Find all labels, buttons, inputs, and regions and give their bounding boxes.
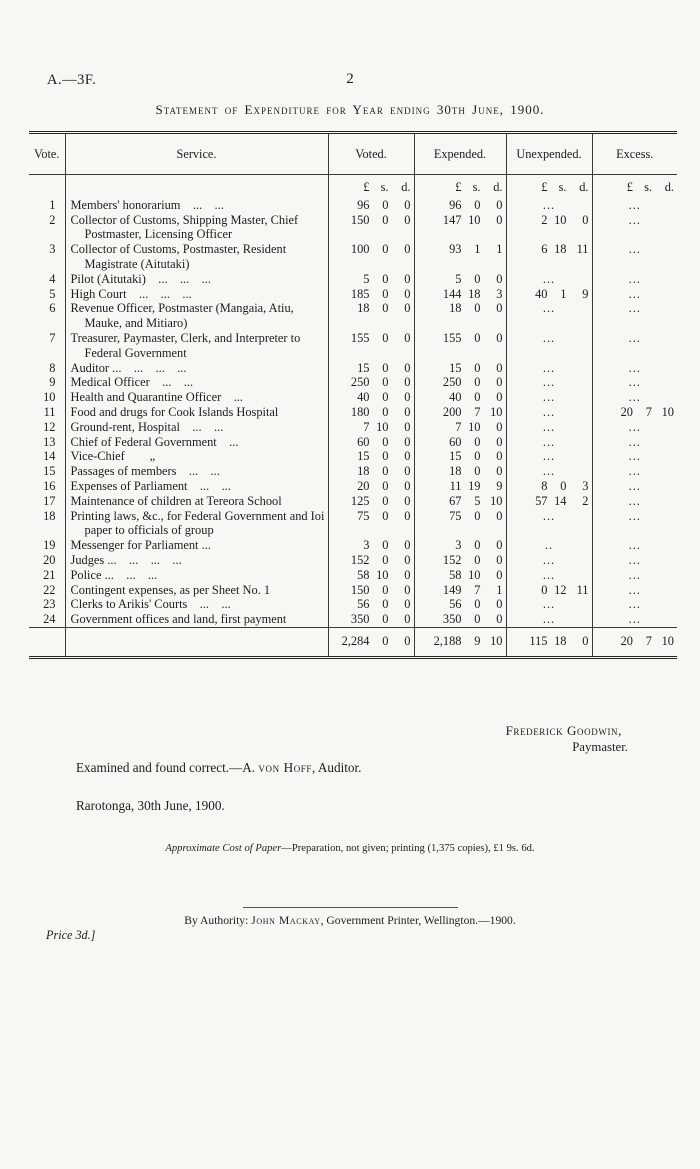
table-row (29, 272, 677, 287)
unexpended-cell: ... (506, 361, 592, 376)
table-row (29, 287, 677, 302)
table-header-row (29, 133, 677, 175)
vote-cell (29, 175, 65, 198)
vote-cell: 8 (49, 360, 56, 375)
excess-cell: ... (592, 464, 677, 479)
vote-cell: 7 (49, 330, 56, 345)
unexpended-cell: ... (506, 612, 592, 627)
vote-cell: 3 (49, 242, 56, 257)
excess-currency-header: £ s. d. (592, 175, 677, 198)
vote-cell: 4 (49, 271, 56, 286)
unexpended-cell: 2 10 0 (506, 213, 592, 243)
page-title: Statement of Expenditure for Year ending 30th June, 1900. (155, 102, 545, 117)
vote-cell: 19 (43, 538, 56, 553)
document-reference: A.—3F. (47, 72, 97, 88)
table-row (29, 509, 677, 539)
excess-cell: ... (592, 390, 677, 405)
unexpended-cell: ... (506, 509, 592, 539)
voted-cell: 40 0 0 (328, 390, 414, 405)
service-cell: High Court ... ... ... (65, 287, 328, 302)
vote-cell (29, 627, 65, 657)
service-cell: Government offices and land, first payment (65, 612, 328, 627)
service-cell: Chief of Federal Government ... (65, 435, 328, 450)
unexpended-cell: 57 14 2 (506, 494, 592, 509)
unexpended-cell: ... (506, 435, 592, 450)
voted-cell: 18 0 0 (328, 301, 414, 331)
signature-name: Frederick Goodwin, (505, 723, 622, 738)
unexpended-cell: ... (506, 198, 592, 213)
voted-cell: 100 0 0 (328, 242, 414, 272)
imprint-suffix: , Government Printer, Wellington.—1900. (320, 914, 516, 927)
voted-cell: 5 0 0 (328, 272, 414, 287)
vote-cell: 6 (49, 301, 56, 316)
excess-cell: ... (592, 361, 677, 376)
expended-cell: 75 0 0 (414, 509, 506, 539)
voted-cell: 3 0 0 (328, 538, 414, 553)
table-row (29, 479, 677, 494)
vote-cell: 11 (43, 404, 56, 419)
service-cell: Passages of members ... ... (65, 464, 328, 479)
vote-cell: 24 (43, 612, 56, 627)
service-cell: Printing laws, &c., for Federal Government and Ioi paper to officials of group (65, 509, 328, 539)
table-row (29, 568, 677, 583)
vote-cell: 14 (43, 449, 56, 464)
service-cell: Members' honorarium ... ... (65, 198, 328, 213)
expenditure-table (29, 131, 677, 659)
unexpended-cell: .. (506, 538, 592, 553)
vote-cell: 13 (43, 434, 56, 449)
service-cell (65, 175, 328, 198)
excess-cell: ... (592, 494, 677, 509)
service-cell: Police ... ... ... (65, 568, 328, 583)
excess-cell: ... (592, 287, 677, 302)
unexpended-cell: ... (506, 375, 592, 390)
table-row (29, 331, 677, 361)
table-row (29, 375, 677, 390)
table-row (29, 494, 677, 509)
expended-cell: 18 0 0 (414, 464, 506, 479)
excess-cell: ... (592, 553, 677, 568)
currency-header-row (29, 175, 677, 198)
expended-cell: 3 0 0 (414, 538, 506, 553)
excess-cell: ... (592, 509, 677, 539)
service-cell: Medical Officer ... ... (65, 375, 328, 390)
excess-cell: ... (592, 198, 677, 213)
footer-divider (243, 907, 458, 908)
excess-cell: ... (592, 375, 677, 390)
voted-cell: 185 0 0 (328, 287, 414, 302)
excess-cell: ... (592, 597, 677, 612)
voted-cell: 155 0 0 (328, 331, 414, 361)
table-row (29, 405, 677, 420)
service-cell: Judges ... ... ... ... (65, 553, 328, 568)
table-row (29, 198, 677, 213)
cost-note-text: —Preparation, not given; printing (1,375 copies), £1 9s. 6d. (281, 843, 535, 854)
vote-cell: 1 (49, 197, 56, 212)
audit-prefix: Examined and found correct.—A. (76, 760, 259, 775)
table-row (29, 301, 677, 331)
vote-cell: 21 (43, 567, 56, 582)
total-voted-cell: 2,284 0 0 (328, 627, 414, 657)
page-number: 2 (346, 71, 354, 87)
voted-cell: 15 0 0 (328, 449, 414, 464)
table-row (29, 449, 677, 464)
service-cell: Health and Quarantine Officer ... (65, 390, 328, 405)
expended-cell: 15 0 0 (414, 449, 506, 464)
excess-cell: ... (592, 435, 677, 450)
price-note: Price 3d.] (46, 928, 96, 942)
vote-cell: 12 (43, 419, 56, 434)
printer-imprint (0, 914, 700, 927)
expenditure-table-wrap (29, 131, 677, 659)
unexpended-cell: ... (506, 420, 592, 435)
total-unexpended-cell: 115 18 0 (506, 627, 592, 657)
cost-of-paper-note (0, 843, 700, 854)
expended-cell: 144 18 3 (414, 287, 506, 302)
audit-suffix: , Auditor. (312, 760, 362, 775)
unexpended-cell: 6 18 11 (506, 242, 592, 272)
service-cell: Auditor ... ... ... ... (65, 361, 328, 376)
excess-cell: ... (592, 213, 677, 243)
cost-note-label: Approximate Cost of Paper (165, 843, 282, 854)
unexpended-cell: ... (506, 331, 592, 361)
expended-cell: 56 0 0 (414, 597, 506, 612)
voted-cell: 150 0 0 (328, 583, 414, 598)
vote-cell: 5 (49, 286, 56, 301)
expended-cell: 67 5 10 (414, 494, 506, 509)
expenditure-table-body (29, 175, 677, 658)
expended-cell: 350 0 0 (414, 612, 506, 627)
vote-cell: 16 (43, 478, 56, 493)
printer-name: John Mackay (251, 914, 321, 927)
column-header-service: Service. (65, 133, 328, 175)
expended-cell: 7 10 0 (414, 420, 506, 435)
service-cell: Revenue Officer, Postmaster (Mangaia, Atiu, Mauke, and Mitiaro) (65, 301, 328, 331)
dateline: Rarotonga, 30th June, 1900. (76, 798, 225, 813)
expended-cell: 11 19 9 (414, 479, 506, 494)
voted-cell: 56 0 0 (328, 597, 414, 612)
service-cell: Expenses of Parliament ... ... (65, 479, 328, 494)
expended-cell: 60 0 0 (414, 435, 506, 450)
unexpended-cell: ... (506, 405, 592, 420)
table-row (29, 597, 677, 612)
auditor-name: von Hoff (258, 760, 313, 775)
expended-cell: 149 7 1 (414, 583, 506, 598)
column-header-voted: Voted. (328, 133, 414, 175)
service-cell: Collector of Customs, Postmaster, Resident Magistrate (Aitutaki) (65, 242, 328, 272)
table-row (29, 538, 677, 553)
service-cell: Collector of Customs, Shipping Master, Chief Postmaster, Licensing Officer (65, 213, 328, 243)
table-row (29, 435, 677, 450)
expended-cell: 40 0 0 (414, 390, 506, 405)
excess-cell: ... (592, 449, 677, 464)
excess-cell: ... (592, 568, 677, 583)
vote-cell: 23 (43, 597, 56, 612)
unexpended-cell: 40 1 9 (506, 287, 592, 302)
unexpended-cell: 8 0 3 (506, 479, 592, 494)
voted-cell: 20 0 0 (328, 479, 414, 494)
service-cell: Clerks to Arikis' Courts ... ... (65, 597, 328, 612)
table-row (29, 553, 677, 568)
vote-cell: 10 (43, 390, 56, 405)
vote-cell: 9 (49, 375, 56, 390)
voted-cell: 152 0 0 (328, 553, 414, 568)
service-cell: Maintenance of children at Tereora School (65, 494, 328, 509)
table-row (29, 420, 677, 435)
service-cell: Treasurer, Paymaster, Clerk, and Interpreter to Federal Government (65, 331, 328, 361)
excess-cell: ... (592, 301, 677, 331)
unexpended-cell: ... (506, 464, 592, 479)
unexpended-cell: ... (506, 553, 592, 568)
vote-cell: 18 (43, 508, 56, 523)
service-cell: Contingent expenses, as per Sheet No. 1 (65, 583, 328, 598)
signature-role: Paymaster. (572, 740, 628, 754)
service-cell: Vice-Chief „ (65, 449, 328, 464)
unexpended-cell: ... (506, 449, 592, 464)
voted-cell: 58 10 0 (328, 568, 414, 583)
unexpended-currency-header: £ s. d. (506, 175, 592, 198)
vote-cell: 2 (49, 212, 56, 227)
excess-cell: ... (592, 272, 677, 287)
audit-statement (76, 760, 361, 776)
expended-cell: 152 0 0 (414, 553, 506, 568)
voted-cell: 250 0 0 (328, 375, 414, 390)
service-cell: Food and drugs for Cook Islands Hospital (65, 405, 328, 420)
service-cell: Ground-rent, Hospital ... ... (65, 420, 328, 435)
table-row (29, 583, 677, 598)
vote-cell: 17 (43, 493, 56, 508)
vote-cell: 20 (43, 552, 56, 567)
table-row (29, 390, 677, 405)
column-header-excess: Excess. (592, 133, 677, 175)
expended-cell: 58 10 0 (414, 568, 506, 583)
expended-cell: 5 0 0 (414, 272, 506, 287)
unexpended-cell: ... (506, 568, 592, 583)
voted-cell: 18 0 0 (328, 464, 414, 479)
column-header-unexpended: Unexpended. (506, 133, 592, 175)
expended-cell: 15 0 0 (414, 361, 506, 376)
table-row (29, 242, 677, 272)
voted-cell: 125 0 0 (328, 494, 414, 509)
unexpended-cell: ... (506, 272, 592, 287)
expended-cell: 147 10 0 (414, 213, 506, 243)
totals-row (29, 627, 677, 657)
excess-cell: ... (592, 612, 677, 627)
voted-cell: 15 0 0 (328, 361, 414, 376)
expended-cell: 93 1 1 (414, 242, 506, 272)
expended-cell: 155 0 0 (414, 331, 506, 361)
vote-cell: 22 (43, 582, 56, 597)
column-header-expended: Expended. (414, 133, 506, 175)
vote-cell: 15 (43, 464, 56, 479)
unexpended-cell: 0 12 11 (506, 583, 592, 598)
excess-cell: ... (592, 242, 677, 272)
voted-cell: 60 0 0 (328, 435, 414, 450)
expended-currency-header: £ s. d. (414, 175, 506, 198)
service-cell (65, 627, 328, 657)
voted-cell: 350 0 0 (328, 612, 414, 627)
excess-cell: 20 7 10 (592, 405, 677, 420)
service-cell: Pilot (Aitutaki) ... ... ... (65, 272, 328, 287)
excess-cell: ... (592, 331, 677, 361)
excess-cell: ... (592, 479, 677, 494)
voted-cell: 150 0 0 (328, 213, 414, 243)
excess-cell: ... (592, 583, 677, 598)
voted-cell: 75 0 0 (328, 509, 414, 539)
table-row (29, 361, 677, 376)
column-header-vote: Vote. (29, 133, 65, 175)
table-row (29, 464, 677, 479)
excess-cell: ... (592, 538, 677, 553)
expended-cell: 18 0 0 (414, 301, 506, 331)
voted-cell: 96 0 0 (328, 198, 414, 213)
total-expended-cell: 2,188 9 10 (414, 627, 506, 657)
unexpended-cell: ... (506, 597, 592, 612)
table-row (29, 213, 677, 243)
unexpended-cell: ... (506, 390, 592, 405)
total-excess-cell: 20 7 10 (592, 627, 677, 657)
expended-cell: 250 0 0 (414, 375, 506, 390)
voted-cell: 7 10 0 (328, 420, 414, 435)
imprint-prefix: By Authority: (184, 914, 252, 927)
expended-cell: 200 7 10 (414, 405, 506, 420)
expended-cell: 96 0 0 (414, 198, 506, 213)
excess-cell: ... (592, 420, 677, 435)
unexpended-cell: ... (506, 301, 592, 331)
table-row (29, 612, 677, 627)
service-cell: Messenger for Parliament ... (65, 538, 328, 553)
voted-cell: 180 0 0 (328, 405, 414, 420)
voted-currency-header: £ s. d. (328, 175, 414, 198)
